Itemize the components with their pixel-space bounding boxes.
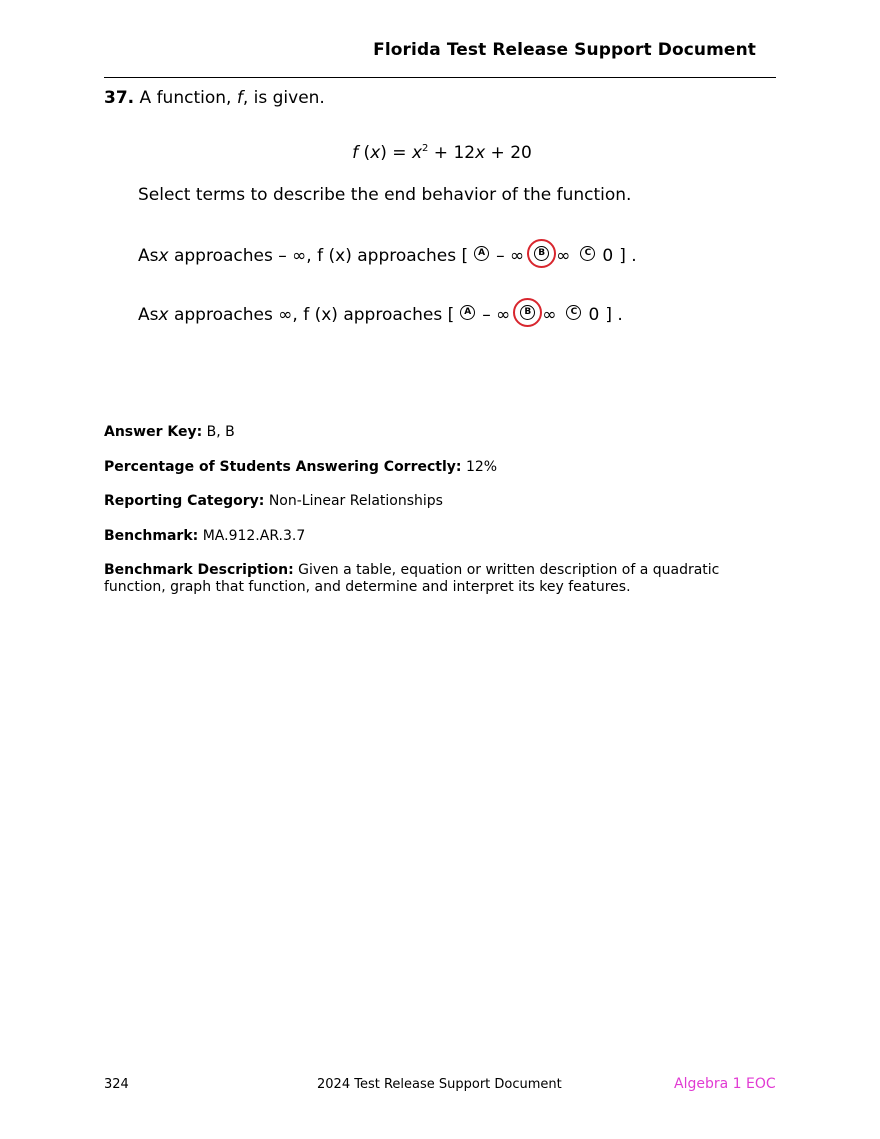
row-lead: As (138, 305, 159, 325)
row-close: ] . (605, 305, 623, 325)
row-lead: As (138, 246, 159, 266)
row-mid: approaches – ∞, f (x) approaches [ (168, 246, 469, 266)
page-number: 324 (104, 1077, 129, 1092)
eq-close: ) = (380, 143, 412, 163)
eq-rest-pre: + 12 (428, 143, 476, 163)
option-c-bubble[interactable] (566, 307, 582, 323)
row-close: ] . (619, 246, 637, 266)
answer-key-label: Answer Key: (104, 424, 203, 440)
header-divider (104, 77, 776, 78)
benchmark-value: MA.912.AR.3.7 (202, 528, 306, 544)
percent-correct-value: 12% (465, 459, 498, 475)
row-mid: approaches ∞, f (x) approaches [ (168, 305, 455, 325)
option-c-bubble[interactable] (580, 248, 596, 264)
row-var: x (158, 305, 169, 325)
option-a-letter: A (460, 305, 475, 320)
reporting-category (104, 493, 764, 510)
option-a-text: – ∞ (496, 246, 525, 266)
option-b-text: ∞ (542, 305, 557, 325)
footer-course-name: Algebra 1 EOC (674, 1076, 776, 1092)
benchmark-description-value: Given a table, equation or written description of a quadratic function, graph that function, and determine and interpret its key features. (104, 562, 720, 595)
row-var: x (158, 246, 169, 266)
footer-document-name: 2024 Test Release Support Document (317, 1077, 562, 1092)
option-a-letter: A (474, 246, 489, 261)
option-c-letter: C (566, 305, 581, 320)
benchmark (104, 528, 764, 545)
question-number: 37. (104, 88, 135, 108)
benchmark-description (104, 562, 764, 596)
option-a-text: – ∞ (482, 305, 511, 325)
option-b-bubble-selected[interactable] (534, 248, 550, 264)
answer-key (104, 424, 764, 441)
eq-f: f (352, 143, 359, 163)
benchmark-description-label: Benchmark Description: (104, 562, 294, 578)
end-behavior-row-negative (138, 244, 637, 268)
eq-term-x: x (411, 143, 423, 163)
eq-rest-x: x (475, 143, 486, 163)
percent-correct (104, 459, 764, 476)
option-c-text: 0 (588, 305, 600, 325)
option-a-bubble[interactable] (460, 307, 476, 323)
eq-rest-post: + 20 (485, 143, 532, 163)
option-b-bubble-selected[interactable] (520, 307, 536, 323)
eq-x: x (370, 143, 381, 163)
prompt-text-pre: A function, (139, 88, 237, 108)
option-c-text: 0 (602, 246, 614, 266)
eq-exponent: 2 (422, 143, 429, 154)
option-b-letter: B (534, 246, 549, 261)
benchmark-label: Benchmark: (104, 528, 199, 544)
reporting-category-label: Reporting Category: (104, 493, 265, 509)
end-behavior-row-positive (138, 303, 623, 327)
option-c-letter: C (580, 246, 595, 261)
prompt-text-post: , is given. (242, 88, 325, 108)
question-prompt (104, 88, 325, 108)
option-b-text: ∞ (556, 246, 571, 266)
prompt-function-var: f (236, 88, 243, 108)
option-b-letter: B (520, 305, 535, 320)
reporting-category-value: Non-Linear Relationships (268, 493, 443, 509)
eq-open: ( (358, 143, 371, 163)
function-equation (0, 143, 880, 163)
option-a-bubble[interactable] (474, 248, 490, 264)
percent-correct-label: Percentage of Students Answering Correctly: (104, 459, 462, 475)
answer-key-value: B, B (206, 424, 235, 440)
question-instruction: Select terms to describe the end behavior of the function. (138, 185, 632, 205)
document-title: Florida Test Release Support Document (373, 40, 756, 60)
